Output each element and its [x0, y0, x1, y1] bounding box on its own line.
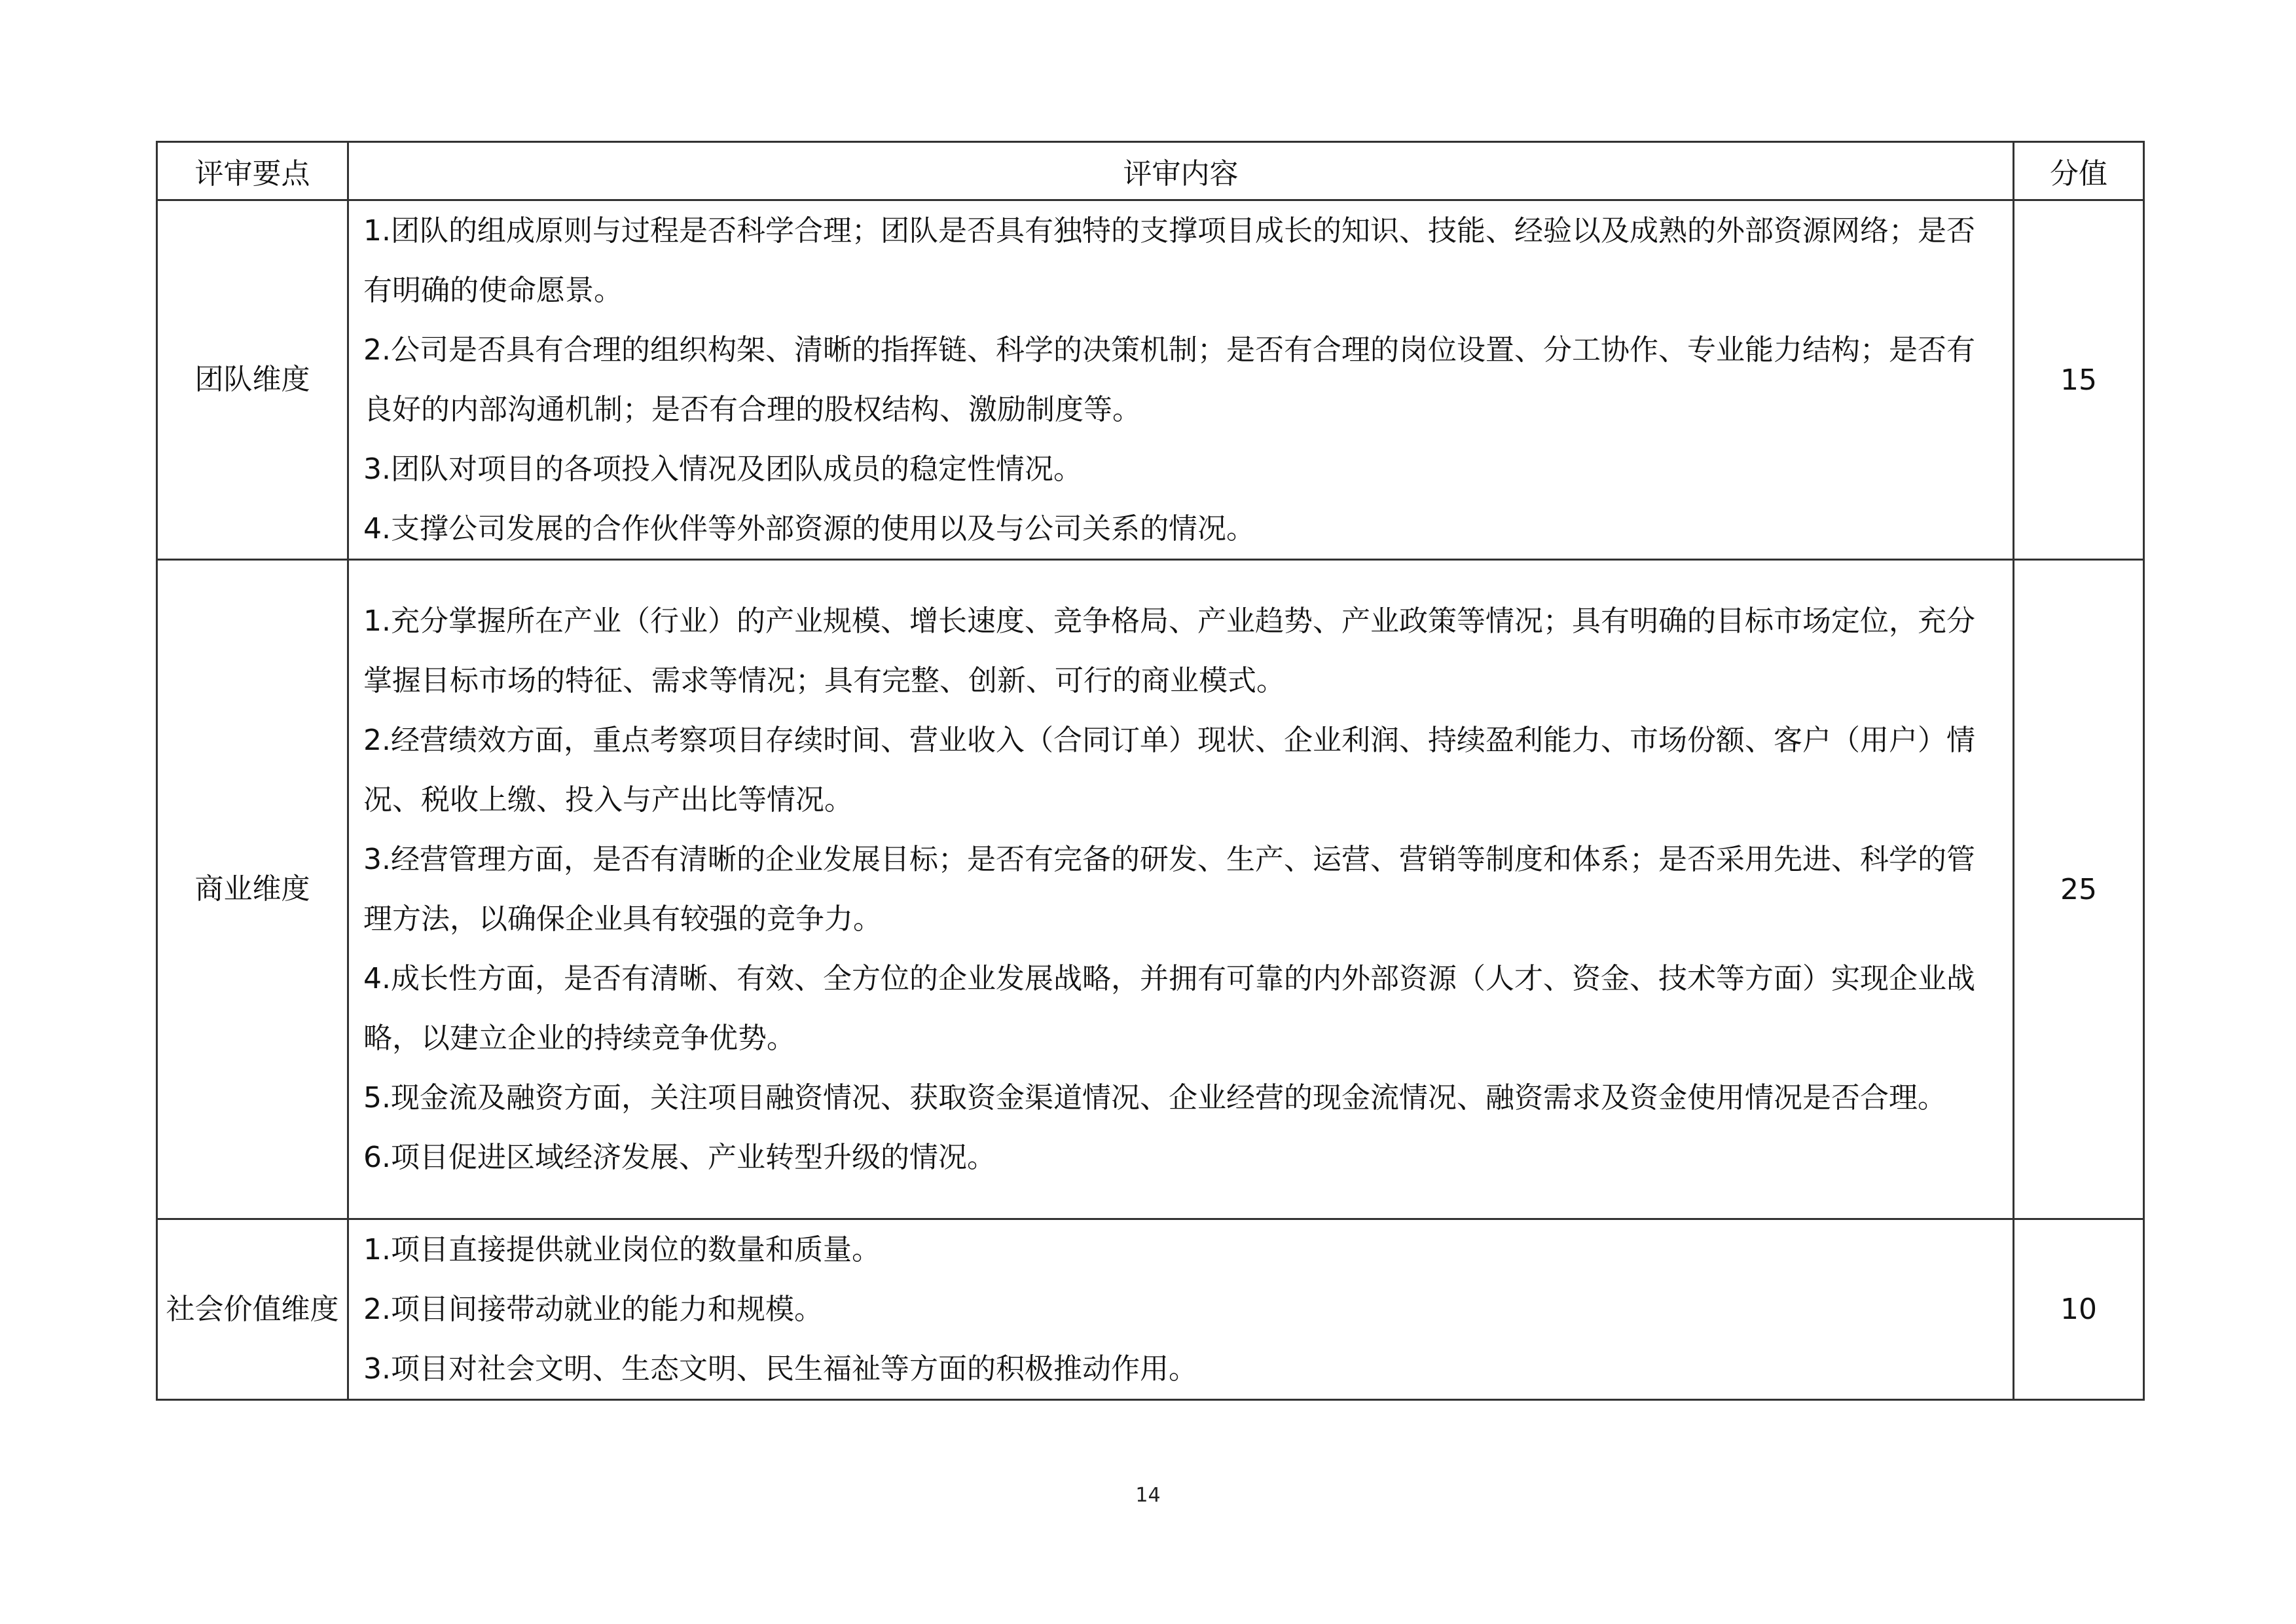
content-cell — [348, 200, 2014, 560]
criterion-item: 2.经营绩效方面，重点考察项目存续时间、营业收入（合同订单）现状、企业利润、持续盈利能力、市场份额、客户（用户）情况、税收上缴、投入与产出比等情况。 — [363, 724, 1975, 817]
content-cell — [348, 560, 2014, 1219]
aspect-cell: 社会价值维度 — [157, 1219, 348, 1400]
score-cell: 25 — [2014, 560, 2144, 1219]
review-criteria-table — [156, 141, 2145, 1401]
criterion-item: 5.现金流及融资方面，关注项目融资情况、获取资金渠道情况、企业经营的现金流情况、融资需求及资金使用情况是否合理。 — [363, 1081, 1946, 1115]
table-row-team — [157, 200, 2144, 560]
criterion-item: 3.经营管理方面，是否有清晰的企业发展目标；是否有完备的研发、生产、运营、营销等制度和体系；是否采用先进、科学的管理方法，以确保企业具有较强的竞争力。 — [363, 843, 1975, 936]
criterion-item: 1.充分掌握所在产业（行业）的产业规模、增长速度、竞争格局、产业趋势、产业政策等情况；具有明确的目标市场定位，充分掌握目标市场的特征、需求等情况；具有完整、创新、可行的商业模式。 — [363, 604, 1975, 697]
header-content: 评审内容 — [348, 142, 2014, 200]
header-score: 分值 — [2014, 142, 2144, 200]
aspect-cell: 团队维度 — [157, 200, 348, 560]
table-header — [157, 142, 2144, 200]
score-cell: 10 — [2014, 1219, 2144, 1400]
criterion-item: 1.项目直接提供就业岗位的数量和质量。 — [363, 1233, 881, 1266]
table-row-social-value — [157, 1219, 2144, 1400]
criterion-item: 2.项目间接带动就业的能力和规模。 — [363, 1293, 823, 1326]
criterion-item: 1.团队的组成原则与过程是否科学合理；团队是否具有独特的支撑项目成长的知识、技能、经验以及成熟的外部资源网络；是否有明确的使命愿景。 — [363, 214, 1975, 307]
score-cell: 15 — [2014, 200, 2144, 560]
table-row-business — [157, 560, 2144, 1219]
criterion-item: 4.成长性方面，是否有清晰、有效、全方位的企业发展战略，并拥有可靠的内外部资源（人才、资金、技术等方面）实现企业战略，以建立企业的持续竞争优势。 — [363, 962, 1975, 1055]
page-number: 14 — [1135, 1484, 1161, 1507]
criterion-item: 3.项目对社会文明、生态文明、民生福祉等方面的积极推动作用。 — [363, 1352, 1197, 1386]
content-cell — [348, 1219, 2014, 1400]
header-aspect: 评审要点 — [157, 142, 348, 200]
criterion-item: 6.项目促进区域经济发展、产业转型升级的情况。 — [363, 1141, 996, 1174]
table-body — [157, 200, 2144, 1400]
header-row — [157, 142, 2144, 200]
criterion-item: 3.团队对项目的各项投入情况及团队成员的稳定性情况。 — [363, 452, 1082, 486]
aspect-cell: 商业维度 — [157, 560, 348, 1219]
criterion-item: 2.公司是否具有合理的组织构架、清晰的指挥链、科学的决策机制；是否有合理的岗位设置、分工协作、专业能力结构；是否有良好的内部沟通机制；是否有合理的股权结构、激励制度等。 — [363, 333, 1975, 426]
criterion-item: 4.支撑公司发展的合作伙伴等外部资源的使用以及与公司关系的情况。 — [363, 512, 1255, 545]
